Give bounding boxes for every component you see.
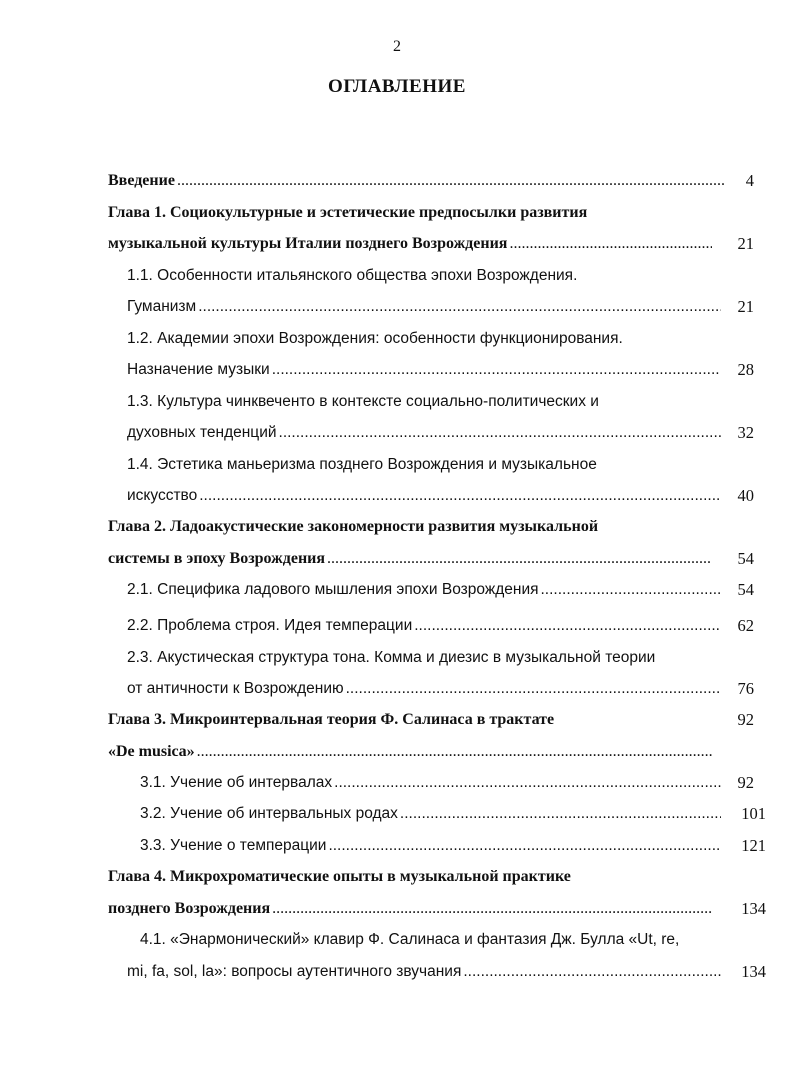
toc-entry-text: 3.3. Учение о темперации bbox=[140, 837, 327, 854]
toc-section-2-3[interactable] bbox=[127, 646, 655, 670]
toc-entry-text: Гуманизм bbox=[127, 298, 197, 315]
toc-chapter-4-heading-cont[interactable] bbox=[108, 897, 714, 921]
toc-section-4-1[interactable] bbox=[140, 928, 679, 952]
leader-dots bbox=[272, 897, 712, 921]
toc-entry-text: музыкальной культуры Италии позднего Возрождения bbox=[108, 235, 508, 252]
toc-entry-text: Введение bbox=[108, 172, 175, 189]
toc-entry-text: 2.3. Акустическая структура тона. Комма и диезис в музыкальной теории bbox=[127, 649, 656, 666]
toc-entry-text: mi, fa, sol, la»: вопросы аутентичного звучания bbox=[127, 963, 462, 980]
toc-entry-page: 62 bbox=[737, 616, 754, 635]
toc-chapter-2-heading-cont[interactable] bbox=[108, 547, 714, 571]
toc-entry-text: Глава 1. Социокультурные и эстетические предпосылки развития bbox=[108, 204, 588, 221]
toc-entry-page: 54 bbox=[737, 549, 754, 568]
toc-entry-introduction[interactable] bbox=[108, 169, 726, 193]
page-title: ОГЛАВЛЕНИЕ bbox=[328, 76, 466, 97]
toc-chapter-3-heading[interactable] bbox=[108, 708, 554, 732]
toc-entry-text: позднего Возрождения bbox=[108, 900, 271, 917]
toc-entry-text: системы в эпоху Возрождения bbox=[108, 550, 326, 567]
toc-section-1-4[interactable] bbox=[127, 453, 597, 477]
leader-dots bbox=[177, 169, 724, 193]
toc-entry-page: 134 bbox=[741, 899, 766, 918]
toc-section-3-3[interactable] bbox=[140, 834, 723, 858]
toc-section-4-1-cont[interactable] bbox=[127, 960, 723, 984]
leader-dots bbox=[197, 740, 712, 764]
toc-section-1-1[interactable] bbox=[127, 264, 577, 288]
leader-dots bbox=[199, 484, 721, 508]
toc-entry-text: искусство bbox=[127, 487, 198, 504]
toc-entry-page: 92 bbox=[737, 710, 754, 729]
toc-entry-page: 28 bbox=[737, 360, 754, 379]
toc-entry-text: «De musica» bbox=[108, 743, 195, 760]
toc-section-2-1[interactable] bbox=[127, 578, 723, 602]
toc-entry-text: Глава 2. Ладоакустические закономерности развития музыкальной bbox=[108, 518, 599, 535]
leader-dots bbox=[414, 614, 721, 638]
toc-entry-text: Назначение музыки bbox=[127, 361, 270, 378]
toc-entry-page: 134 bbox=[741, 962, 766, 981]
toc-section-1-3-cont[interactable] bbox=[127, 421, 723, 445]
toc-entry-page: 76 bbox=[737, 679, 754, 698]
toc-entry-page: 4 bbox=[745, 171, 754, 190]
leader-dots bbox=[279, 421, 721, 445]
toc-entry-page: 121 bbox=[741, 836, 766, 855]
toc-entry-text: 2.2. Проблема строя. Идея темперации bbox=[127, 617, 413, 634]
toc-entry-text: Глава 3. Микроинтервальная теория Ф. Салинаса в трактате bbox=[108, 711, 555, 728]
toc-section-1-2[interactable] bbox=[127, 327, 623, 351]
toc-chapter-3-heading-cont[interactable] bbox=[108, 740, 714, 764]
leader-dots bbox=[400, 802, 721, 826]
toc-chapter-1-heading-cont[interactable] bbox=[108, 232, 714, 256]
toc-entry-text: Глава 4. Микрохроматические опыты в музыкальной практике bbox=[108, 868, 571, 885]
toc-entry-text: 3.1. Учение об интервалах bbox=[140, 774, 333, 791]
toc-chapter-4-heading[interactable] bbox=[108, 865, 571, 889]
toc-entry-text: от античности к Возрождению bbox=[127, 680, 344, 697]
toc-section-1-2-cont[interactable] bbox=[127, 358, 723, 382]
leader-dots bbox=[198, 295, 721, 319]
leader-dots bbox=[327, 547, 712, 571]
toc-section-3-1[interactable] bbox=[140, 771, 723, 795]
toc-entry-text: 1.3. Культура чинквеченто в контексте социально-политических и bbox=[127, 393, 599, 410]
leader-dots bbox=[328, 834, 721, 858]
leader-dots bbox=[334, 771, 721, 795]
toc-chapter-1-heading[interactable] bbox=[108, 201, 587, 225]
toc-entry-text: 4.1. «Энармонический» клавир Ф. Салинаса и фантазия Дж. Булла «Ut, re, bbox=[140, 931, 680, 948]
leader-dots bbox=[463, 960, 721, 984]
leader-dots bbox=[346, 677, 721, 701]
toc-entry-page: 21 bbox=[737, 297, 754, 316]
toc-section-1-3[interactable] bbox=[127, 390, 599, 414]
toc-chapter-2-heading[interactable] bbox=[108, 515, 598, 539]
toc-entry-page: 40 bbox=[737, 486, 754, 505]
page-number: 2 bbox=[393, 38, 401, 55]
toc-section-1-1-cont[interactable] bbox=[127, 295, 723, 319]
toc-section-2-3-cont[interactable] bbox=[127, 677, 723, 701]
toc-section-2-2[interactable] bbox=[127, 614, 723, 638]
toc-entry-text: духовных тенденций bbox=[127, 424, 277, 441]
toc-entry-text: 1.1. Особенности итальянского общества эпохи Возрождения. bbox=[127, 267, 578, 284]
toc-section-1-4-cont[interactable] bbox=[127, 484, 723, 508]
toc-entry-page: 92 bbox=[737, 773, 754, 792]
toc-entry-text: 3.2. Учение об интервальных родах bbox=[140, 805, 398, 822]
toc-entry-page: 32 bbox=[737, 423, 754, 442]
leader-dots bbox=[509, 232, 712, 256]
toc-entry-page: 54 bbox=[737, 580, 754, 599]
leader-dots bbox=[272, 358, 721, 382]
toc-entry-page: 21 bbox=[737, 234, 754, 253]
toc-section-3-2[interactable] bbox=[140, 802, 723, 826]
toc-entry-text: 1.4. Эстетика маньеризма позднего Возрождения и музыкальное bbox=[127, 456, 597, 473]
toc-entry-text: 1.2. Академии эпохи Возрождения: особенности функционирования. bbox=[127, 330, 623, 347]
toc-entry-text: 2.1. Специфика ладового мышления эпохи Возрождения bbox=[127, 581, 539, 598]
toc-entry-page: 101 bbox=[741, 804, 766, 823]
